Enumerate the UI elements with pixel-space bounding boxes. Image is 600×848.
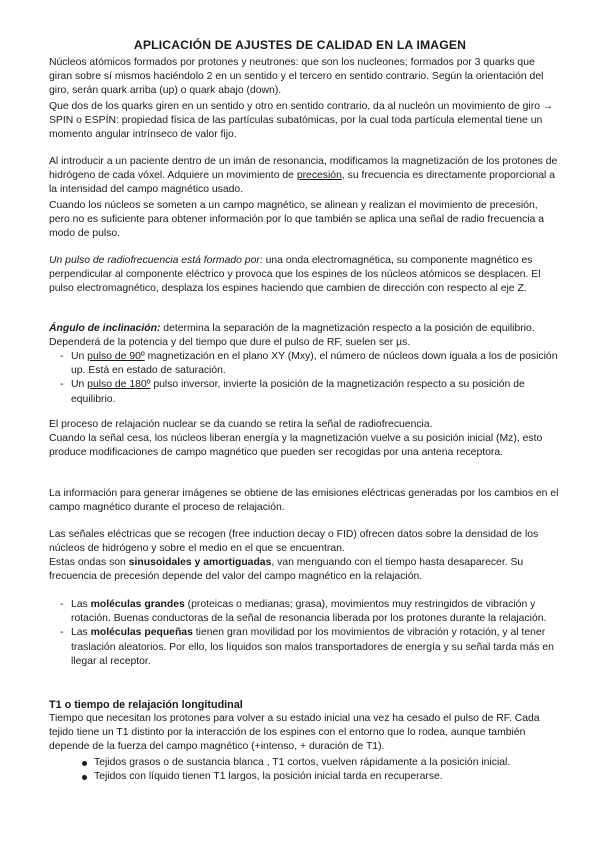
paragraph-fid: Las señales eléctricas que se recogen (free induction decay o FID) ofrecen datos sobre la densidad de los núcleos de hidrógeno y sobre el medio en el que se encuentran. (49, 529, 539, 555)
list-item-liquid-tissue: Tejidos con líquido tienen T1 largos, la posición inicial tarda en recuperarse. (82, 770, 562, 784)
pulse-180-prefix: Un (71, 379, 88, 391)
paragraph-t1-definition: Tiempo que necesitan los protones para volver a su estado inicial una vez ha cesado el pulso de RF. Cada tejido tiene un T1 distinto por la interacción de los espines con el entorno que lo rodea, aunque también depende de la fuerza del campo magnético (+intenso, + duración de T1). (49, 713, 540, 753)
paragraph-spin: Que dos de los quarks giren en un sentido y otro en sentido contrario, da al nucleón un movimiento de giro → SPIN o ESPÍN: propiedad física de las partículas subatómicas, por la cual toda partícula elemental tiene un momento angular intrínseco de valor fijo. (49, 101, 554, 141)
rf-pulse-label: Un pulso de radiofrecuencia está formado por: (49, 255, 263, 266)
waves-term: sinusoidales y amortiguadas (128, 557, 272, 568)
list-item-fat-tissue: Tejidos grasos o de sustancia blanca , T1 cortos, vuelven rápidamente a la posición inicial. (82, 756, 562, 770)
large-molecules-term: moléculas grandes (90, 599, 185, 610)
pulse-180-term: pulso de 180º (87, 379, 151, 391)
t1-heading: T1 o tiempo de relajación longitudinal (49, 699, 243, 711)
pulse-types-list (60, 350, 560, 407)
pulse-90-prefix: Un (71, 351, 88, 362)
paragraph-rf-pulse-definition (49, 254, 559, 297)
pulse-180-text: pulso inversor, invierte la posición de la magnetización respecto a su posición de equilibrio. (71, 379, 525, 405)
pulse-90-term: pulso de 90º (87, 351, 145, 362)
list-item-pulse-180 (60, 378, 560, 406)
flip-angle-label: Ángulo de inclinación: (49, 323, 161, 334)
pulse-90-text: magnetización en el plano XY (Mxy), el número de núcleos down iguala a los de posición up. Está en estado de saturación. (71, 351, 558, 377)
small-molecules-prefix: Las (71, 627, 91, 639)
large-molecules-prefix: Las (71, 599, 91, 610)
precession-text-after: , su frecuencia es directamente proporcional a la intensidad del campo magnético usado. (49, 170, 555, 196)
paragraph-signal-ceases: Cuando la señal cesa, los núcleos liberan energía y la magnetización vuelve a su posición inicial (Mz), esto produce modificaciones de campo magnético que pueden ser recogidas por una antena receptora. (49, 433, 543, 459)
paragraph-flip-angle (49, 322, 559, 350)
flip-angle-text: determina la separación de la magnetización respecto a la posición de equilibrio. Dependerá de la potencia y del tiempo que dure el pulso de RF, suelen ser µs. (49, 323, 535, 349)
molecule-list (60, 598, 560, 669)
list-item-small-molecules (60, 626, 560, 669)
paragraph-image-info: La información para generar imágenes se obtiene de las emisiones eléctricas generadas por los cambios en el campo magnético durante el proceso de relajación. (49, 488, 559, 514)
small-molecules-term: moléculas pequeñas (90, 627, 193, 639)
page-title: APLICACIÓN DE AJUSTES DE CALIDAD EN LA IMAGEN (133, 38, 467, 52)
paragraph-nucleons: Núcleos atómicos formados por protones y neutrones: que son los nucleones; formados por 3 quarks que giran sobre sí mismos haciéndolo 2 en un sentido y el tercero en sentido contrario. Según la orientación del giro, serán quark arriba (up) o quark abajo (down). (49, 57, 544, 97)
list-item-pulse-90 (60, 350, 560, 378)
precession-text-before: Al introducir a un paciente dentro de un imán de resonancia, modificamos la magnetización de los protones de hidrógeno de cada vóxel. Adquiere un movimiento de (49, 156, 558, 182)
t1-bullet-list (82, 756, 562, 784)
precession-term: precesión (296, 170, 342, 182)
waves-text-before: Estas ondas son (49, 557, 129, 568)
rf-pulse-text: una onda electromagnética, su componente magnético es perpendicular al componente eléctrico y provoca que los espines de los núcleos atómicos se desplacen. El pulso electromagnético, desplaza los espines haciendo que cambien de dirección con respecto al eje Z. (49, 255, 541, 295)
waves-text-after: , van menguando con el tiempo hasta desaparecer. Su frecuencia de precesión depende del valor del campo magnético en la relajación. (49, 557, 524, 583)
small-molecules-text: tienen gran movilidad por los movimientos de vibración y rotación, y al tener traslación aleatorios. Por ello, los líquidos son malos transportadores de energía y su señal tarda más en llegar al receptor. (71, 627, 554, 667)
paragraph-precession (49, 155, 559, 198)
large-molecules-text: (proteicas o medianas; grasa), movimientos muy restringidos de vibración y rotación. Buenas conductoras de la señal de resonancia liberada por los protones durante la relajación. (71, 599, 547, 625)
paragraph-waves (49, 556, 559, 584)
paragraph-relaxation: El proceso de relajación nuclear se da cuando se retira la señal de radiofrecuencia. (49, 419, 433, 430)
list-item-large-molecules (60, 598, 560, 626)
paragraph-rf-pulse-need: Cuando los núcleos se someten a un campo magnético, se alinean y realizan el movimiento de precesión, pero no es suficiente para obtener información por lo que también se aplica una señal de radio frecuencia a modo de pulso. (49, 200, 545, 240)
